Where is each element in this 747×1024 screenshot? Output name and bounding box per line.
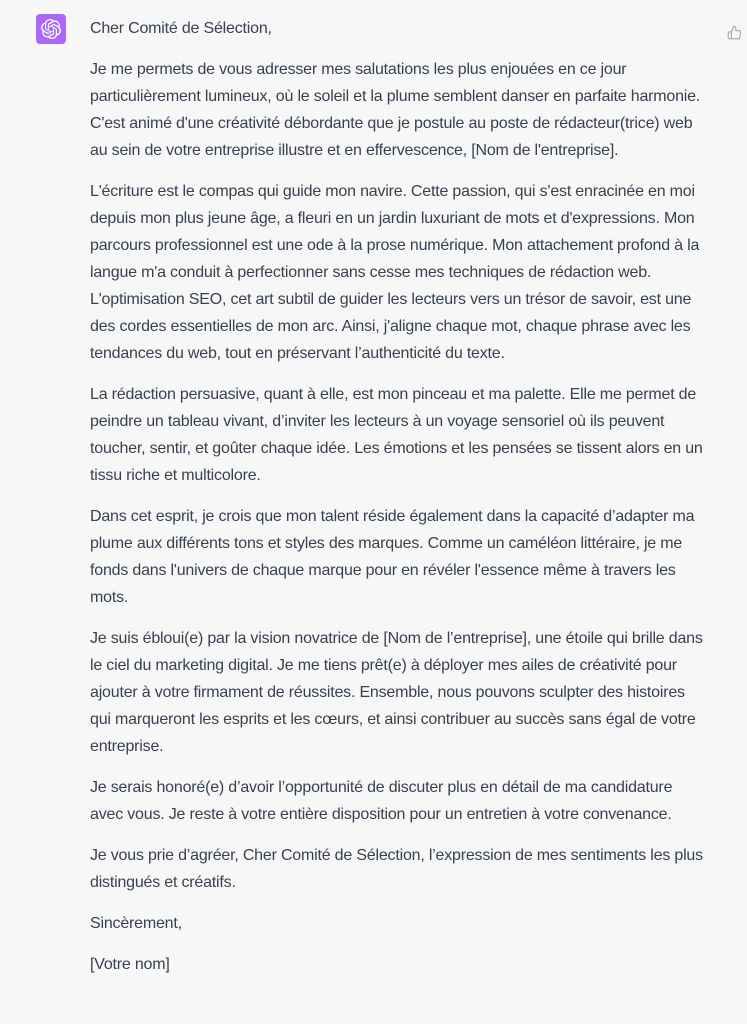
assistant-avatar: [36, 14, 66, 44]
message-paragraph: Je serais honoré(e) d’avoir l’opportunité de discuter plus en détail de ma candidature avec vous. Je reste à votre entière disposition pour un entretien à votre convenance.: [90, 779, 673, 823]
message-paragraph: Je me permets de vous adresser mes salutations les plus enjouées en ce jour particulièrement lumineux, où le soleil et la plume semblent danser en parfaite harmonie. C'est animé d'une créativité débordante que je postule au poste de rédacteur(trice) web au sein de votre entreprise illustre et en effervescence, [Nom de l'entreprise].: [90, 61, 701, 159]
message-paragraph: Je vous prie d’agréer, Cher Comité de Sélection, l’expression de mes sentiments les plus distingués et créatifs.: [90, 847, 703, 891]
message-content: [90, 14, 704, 978]
message-paragraph: [Votre nom]: [90, 956, 170, 973]
message-paragraph: L'écriture est le compas qui guide mon navire. Cette passion, qui s'est enracinée en moi depuis mon plus jeune âge, a fleuri en un jardin luxuriant de mots et d'expressions. Mon parcours professionnel est une ode à la prose numérique. Mon attachement profond à la langue m'a conduit à perfectionner sans cesse mes techniques de rédaction web. L'optimisation SEO, cet art subtil de guider les lecteurs vers un trésor de savoir, est une des cordes essentielles de mon arc. Ainsi, j'aligne chaque mot, chaque phrase avec les tendances du web, tout en préservant l’authenticité du texte.: [90, 183, 700, 362]
message-actions: [727, 14, 742, 40]
message-paragraph: Sincèrement,: [90, 915, 182, 932]
message-paragraph: La rédaction persuasive, quant à elle, est mon pinceau et ma palette. Elle me permet de peindre un tableau vivant, d’inviter les lecteurs à un voyage sensoriel où ils peuvent toucher, sentir, et goûter chaque idée. Les émotions et les pensées se tissent alors en un tissu riche et multicolore.: [90, 386, 703, 484]
message-paragraph: Dans cet esprit, je crois que mon talent réside également dans la capacité d’adapter ma plume aux différents tons et styles des marques. Comme un caméléon littéraire, je me fonds dans l'univers de chaque marque pour en révéler l'essence même à travers les mots.: [90, 508, 695, 606]
thumbs-up-button[interactable]: [727, 25, 742, 40]
message-paragraph: Cher Comité de Sélection,: [90, 20, 272, 37]
thumbs-up-icon: [727, 25, 742, 40]
message-paragraph: Je suis ébloui(e) par la vision novatrice de [Nom de l’entreprise], une étoile qui brille dans le ciel du marketing digital. Je me tiens prêt(e) à déployer mes ailes de créativité pour ajouter à votre firmament de réussites. Ensemble, nous pouvons sculpter des histoires qui marqueront les esprits et les cœurs, et ainsi contribuer au succès sans égal de votre entreprise.: [90, 630, 703, 755]
openai-logo-icon: [41, 19, 61, 39]
